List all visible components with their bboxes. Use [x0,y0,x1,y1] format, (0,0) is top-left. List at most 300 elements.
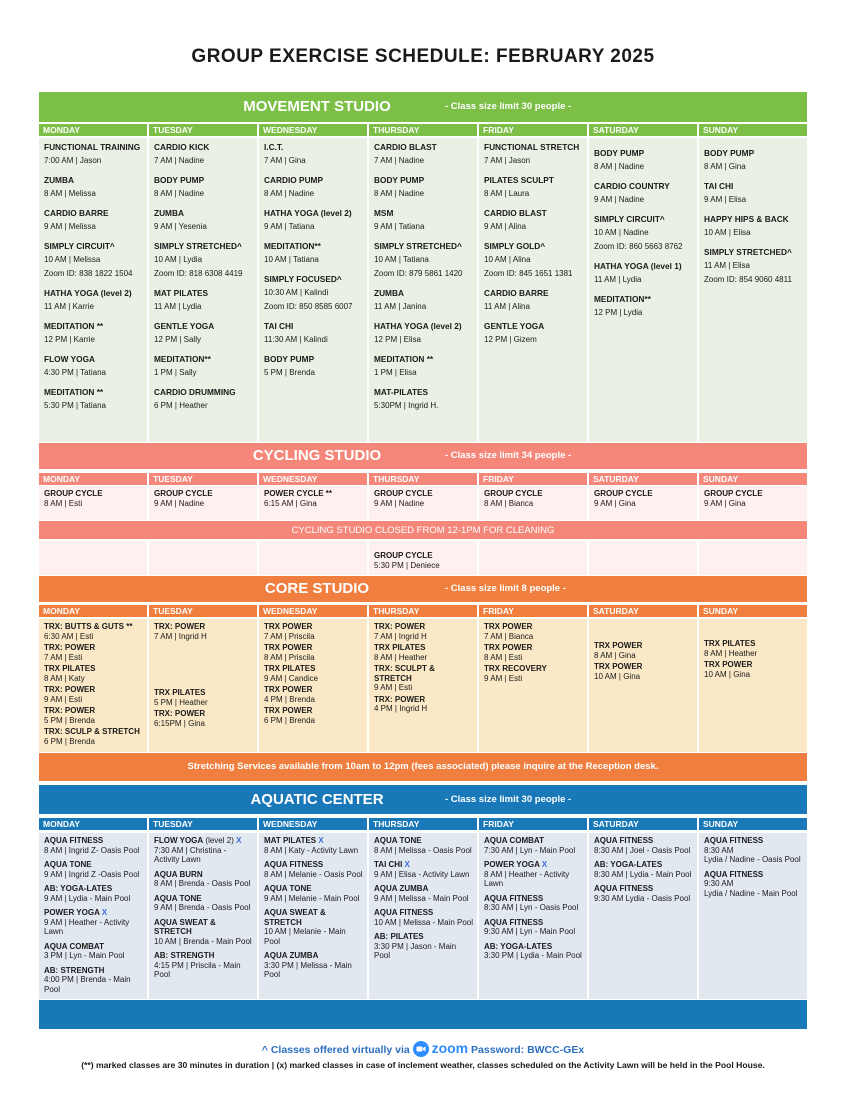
day-header-monday: MONDAY [39,605,147,617]
class-time-instructor: 9 AM | Melissa - Main Pool [374,893,469,903]
class-entry [264,664,363,683]
class-entry [44,664,143,683]
virtual-classes-text: ^ Classes offered virtually via [261,1044,410,1056]
class-time-instructor: 8:30 AM [704,845,734,855]
class-time-instructor: 10 AM | Gina [704,669,751,679]
class-entry [484,918,583,937]
aquatic-center-title: AQUATIC CENTER [250,791,384,808]
class-name: GROUP CYCLE [44,489,103,498]
day-column [369,138,477,442]
class-entry [594,860,693,879]
class-entry [484,240,583,281]
class-time-instructor: 6:15PM | Gina [154,718,205,728]
class-time-instructor: 9 AM | Esti [374,683,413,692]
class-detail: Zoom ID: 850 8585 6007 [264,302,353,311]
class-entry [484,207,583,234]
class-time-instructor: 6 PM | Heather [154,401,208,410]
class-entry [484,860,583,889]
class-name: AQUA TONE [154,893,202,903]
class-name: AQUA FITNESS [44,836,104,845]
class-name: SIMPLY CIRCUIT^ [44,241,115,251]
class-entry [594,180,693,207]
class-time-instructor: 9:30 AM Lydia - Oasis Pool [594,893,691,903]
class-entry [264,320,363,347]
class-time-instructor: 5 PM | Heather [154,697,208,707]
class-name: GENTLE YOGA [484,321,545,331]
class-time-instructor: 10 AM | Nadine [594,228,649,237]
zoom-icon [413,1041,429,1060]
class-entry [484,894,583,913]
cycling-day-row [39,473,807,485]
class-entry [44,685,143,704]
class-entry [594,260,693,287]
day-header-sunday: SUNDAY [699,605,807,617]
class-name: POWER YOGA X [44,908,108,917]
class-time-instructor: 9 AM | Nadine [594,195,645,204]
day-column [589,833,697,999]
day-column [589,138,697,442]
day-header-sunday: SUNDAY [699,124,807,136]
class-name: AQUA ZUMBA [374,884,429,893]
class-time-instructor: 11 AM | Elisa [704,261,750,270]
class-entry [154,287,253,314]
class-time-instructor: 8 AM | Laura [484,189,530,198]
class-time-instructor: 4:00 PM | Brenda - Main Pool [44,975,131,994]
class-time-instructor: 9 AM | Gina [594,498,636,508]
class-time-instructor: 7 AM | Nadine [374,156,425,165]
class-time-instructor: 6 PM | Brenda [264,715,315,725]
class-time-instructor: 7 AM | Nadine [154,156,205,165]
weather-x-marker: X [318,836,324,845]
class-entry [44,860,143,879]
class-name: TRX PILATES [44,664,96,673]
class-entry [154,951,253,980]
day-column [39,486,147,520]
class-entry [484,622,583,641]
class-entry [264,353,363,380]
class-entry [704,246,803,287]
class-entry [44,353,143,380]
class-entry [374,141,473,168]
class-entry [704,180,803,207]
footnote: (**) marked classes are 30 minutes in duration | (x) marked classes in case of inclement weather, classes scheduled on the Activity Lawn will be held in the Pool House. [81,1060,765,1070]
class-name: SIMPLY STRETCHED^ [374,241,462,251]
class-time-instructor: 3:30 PM | Lydia - Main Pool [484,951,582,960]
class-name: CARDIO BARRE [44,208,109,218]
class-entry [704,147,803,174]
class-time-instructor: 10 AM | Tatiana [374,255,429,264]
class-name: AQUA COMBAT [44,941,104,951]
class-entry [484,174,583,201]
day-header-monday: MONDAY [39,124,147,136]
class-name: GROUP CYCLE [704,489,763,498]
class-time-instructor: 9 AM | Melanie - Main Pool [264,893,360,903]
class-name: TRX POWER [594,641,643,650]
zoom-password: Password: BWCC-GEx [471,1044,585,1056]
class-entry [44,942,143,961]
class-name: TRX: POWER [154,622,206,631]
class-time-instructor: 10 AM | Melanie - Main Pool [264,927,346,946]
class-entry [154,688,253,707]
class-time-instructor: 8 AM | Nadine [264,189,315,198]
class-entry [484,664,583,683]
class-name: TRX RECOVERY [484,664,547,673]
class-entry [374,860,473,879]
class-name: AB: STRENGTH [154,951,215,960]
class-time-instructor: 3 PM | Lyn - Main Pool [44,951,125,960]
class-time-instructor: 9 AM | Ingrid Z -Oasis Pool [44,869,140,879]
class-time-instructor: 10 AM | Elisa [704,228,751,237]
class-time-instructor: 12 PM | Lydia [594,308,643,317]
class-entry [374,622,473,641]
core-studio-title: CORE STUDIO [264,580,370,597]
class-name: TRX POWER [594,662,643,671]
class-time-instructor: 9:30 AM | Lyn - Main Pool [484,927,576,936]
class-entry [374,695,473,714]
class-name: TRX: POWER [374,694,426,704]
day-column [369,541,477,575]
movement-day-row [39,124,807,136]
class-time-instructor: 7 AM | Esti [44,652,83,662]
day-header-thursday: THURSDAY [369,124,477,136]
class-time-instructor: 8 AM | Gina [594,650,636,660]
class-time-instructor: 3:30 PM | Melissa - Main Pool [264,960,352,979]
day-header-wednesday: WEDNESDAY [259,818,367,830]
class-time-instructor: 7 AM | Jason [484,156,531,165]
class-entry [704,213,803,240]
class-entry [154,709,253,728]
class-time-instructor: 9 AM | Elisa [704,195,747,204]
day-header-monday: MONDAY [39,818,147,830]
class-name: GROUP CYCLE [484,489,543,498]
class-name: POWER YOGA X [484,860,548,869]
class-entry [374,489,473,508]
class-time-instructor: 9 AM | Brenda - Oasis Pool [154,903,251,912]
aquatic-footer-bar [39,1000,807,1029]
class-entry [264,951,363,980]
class-time-instructor: 7 AM | Bianca [484,631,534,641]
class-name: AB: YOGA-LATES [484,941,553,951]
day-column [369,486,477,520]
class-time-instructor: 8 AM | Heather - Activity Lawn [484,869,570,888]
class-entry [154,141,253,168]
class-time-instructor: 11 AM | Alina [484,302,530,311]
class-time-instructor: 8:30 AM | Joel - Oasis Pool [594,845,691,855]
day-column [149,486,257,520]
class-entry [154,240,253,281]
class-entry [374,174,473,201]
class-entry [44,727,143,746]
class-time-instructor: 10 AM | Alina [484,255,531,264]
class-name: HATHA YOGA (level 2) [264,208,352,218]
class-entry [44,908,143,937]
class-name: ZUMBA [374,288,404,298]
class-time-instructor: 8 AM | Melissa - Oasis Pool [374,845,472,855]
day-header-wednesday: WEDNESDAY [259,605,367,617]
class-name: CARDIO COUNTRY [594,181,670,191]
class-entry [594,147,693,174]
class-entry [264,643,363,662]
class-entry [264,706,363,725]
class-time-instructor: 8 AM | Nadine [154,189,205,198]
class-time-instructor: 5:30 PM | Tatiana [44,401,106,410]
class-time-instructor: 7 AM | Priscila [264,631,315,641]
class-time-instructor: 9 AM | Gina [704,498,746,508]
class-time-instructor: 8 AM | Nadine [374,189,425,198]
class-time-instructor: 8 AM | Katy - Activity Lawn [264,845,359,855]
class-name: TRX: SCULP & STRETCH [44,727,140,736]
class-name: TRX: POWER [44,706,96,715]
class-name: TRX POWER [484,622,533,631]
class-name: CARDIO KICK [154,142,210,152]
day-column [699,138,807,442]
class-name: GROUP CYCLE [594,489,653,498]
cycling-evening [39,541,807,575]
class-time-instructor: 8 AM | Heather [704,648,758,658]
cycling-schedule [39,486,807,520]
day-column [479,486,587,520]
day-column [479,833,587,999]
day-column [39,619,147,752]
class-name: MAT PILATES [154,288,209,298]
day-header-wednesday: WEDNESDAY [259,473,367,485]
class-entry [44,706,143,725]
class-name: AQUA TONE [44,860,92,869]
class-time-instructor: 8 AM | Priscila [264,652,315,662]
class-name: AQUA FITNESS [374,908,434,917]
class-time-instructor: 9 AM | Alina [484,222,527,231]
class-entry [44,240,143,281]
class-time-instructor: 5 PM | Brenda [44,715,95,725]
class-entry [374,664,473,693]
day-column [479,619,587,752]
day-column [589,619,697,752]
day-column [259,833,367,999]
class-name: AQUA SWEAT & STRETCH [264,908,326,927]
class-entry [484,287,583,314]
day-column [479,541,587,575]
class-time-instructor: 8 AM | Heather [374,652,428,662]
aquatic-schedule [39,833,807,999]
class-time-instructor: 7 AM | Ingrid H [374,631,427,641]
core-studio-limit: - Class size limit 8 people - [445,583,566,594]
class-time-instructor: 8 AM | Gina [704,162,746,171]
class-time-instructor: 9 AM | Esti [44,694,83,704]
class-name: MEDITATION** [154,354,211,364]
day-column [149,833,257,999]
class-name: MEDITATION ** [44,321,104,331]
class-name: I.C.T. [264,142,284,152]
class-time-instructor: 8 AM | Bianca [484,498,534,508]
class-time-instructor: 9 AM | Lydia - Main Pool [44,893,131,903]
class-time-instructor: 8 AM | Melissa [44,189,96,198]
class-name: MSM [374,208,394,218]
day-column [39,138,147,442]
day-header-tuesday: TUESDAY [149,818,257,830]
class-entry [704,660,803,679]
class-name: ZUMBA [44,175,74,185]
day-column [699,486,807,520]
class-entry [264,622,363,641]
class-name: AB: YOGA-LATES [44,884,113,893]
class-name: TRX PILATES [264,664,316,673]
class-time-instructor: 9 AM | Yesenia [154,222,207,231]
class-entry [44,884,143,903]
class-name: TAI CHI [264,321,294,331]
day-column [369,833,477,999]
class-entry [154,386,253,413]
class-entry [44,966,143,995]
class-name: AQUA FITNESS [704,836,764,845]
class-name: SIMPLY STRETCHED^ [704,247,792,257]
class-time-instructor: 9 AM | Tatiana [374,222,425,231]
class-name: HAPPY HIPS & BACK [704,214,789,224]
class-name: BODY PUMP [154,175,205,185]
cycling-studio-header [39,443,807,469]
class-entry [594,662,693,681]
day-header-sunday: SUNDAY [699,473,807,485]
day-column [149,541,257,575]
class-time-instructor: 9 AM | Nadine [154,498,205,508]
class-entry [484,141,583,168]
class-entry [44,174,143,201]
zoom-wordmark: zoom [431,1040,469,1056]
class-entry [264,273,363,314]
class-entry [44,836,143,855]
class-name: HATHA YOGA (level 2) [374,321,462,331]
class-time-instructor: 10 AM | Tatiana [264,255,319,264]
class-time-instructor: 11 AM | Karrie [44,302,94,311]
class-name: FLOW YOGA [44,354,96,364]
class-entry [484,643,583,662]
class-name: AQUA TONE [264,884,312,893]
class-name: AQUA FITNESS [594,884,654,893]
class-time-instructor: 6:15 AM | Gina [264,498,317,508]
class-time-instructor: 4:30 PM | Tatiana [44,368,106,377]
class-entry [374,643,473,662]
class-entry [44,320,143,347]
day-column [39,833,147,999]
class-time-instructor: 9 AM | Tatiana [264,222,315,231]
day-header-friday: FRIDAY [479,818,587,830]
class-time-instructor: 11 AM | Lydia [154,302,202,311]
cycling-closed-text: CYCLING STUDIO CLOSED FROM 12-1PM FOR CLEANING [291,525,555,536]
class-time-instructor: 5 PM | Brenda [264,368,315,377]
class-detail: Zoom ID: 879 5861 1420 [374,269,463,278]
class-entry [484,942,583,961]
class-time-instructor: 6:30 AM | Esti [44,631,94,641]
class-entry [484,836,583,855]
class-entry [154,174,253,201]
class-name: ZUMBA [154,208,184,218]
class-name: TRX: POWER [154,709,206,718]
day-column [259,541,367,575]
class-entry [374,884,473,903]
class-name: FUNCTIONAL STRETCH [484,142,580,152]
class-name: TRX: POWER [374,622,426,631]
class-time-instructor: 8 AM | Esti [44,498,83,508]
class-entry [154,622,253,641]
day-header-friday: FRIDAY [479,473,587,485]
class-detail: Lydia / Nadine - Oasis Pool [704,855,801,864]
day-column [369,619,477,752]
day-column [149,619,257,752]
day-header-sunday: SUNDAY [699,818,807,830]
class-name: GROUP CYCLE [374,551,433,560]
class-name: TRX: POWER [44,685,96,694]
movement-studio-title: MOVEMENT STUDIO [243,98,391,115]
class-name: TAI CHI [704,181,734,191]
class-name: GROUP CYCLE [154,489,213,498]
class-time-instructor: 8 AM | Katy [44,673,85,683]
cycling-studio-limit: - Class size limit 34 people - [445,450,572,461]
class-name: HATHA YOGA (level 1) [594,261,682,271]
class-name: AQUA FITNESS [484,917,544,927]
class-name: GROUP CYCLE [374,489,433,498]
class-entry [154,320,253,347]
virtual-classes-note [0,1040,846,1060]
class-name: AB: STRENGTH [44,965,105,975]
day-column [149,138,257,442]
class-detail: Zoom ID: 860 5663 8762 [594,242,683,251]
day-column [479,138,587,442]
class-time-instructor: 1 PM | Elisa [374,368,417,377]
class-name: PILATES SCULPT [484,175,554,185]
class-time-instructor: 12 PM | Gizem [484,335,537,344]
class-entry [44,287,143,314]
class-entry [594,884,693,903]
class-name: AQUA FITNESS [704,869,764,879]
day-column [589,541,697,575]
class-entry [374,551,473,570]
class-time-instructor: 10 AM | Brenda - Main Pool [154,936,252,946]
movement-studio-header [39,92,807,122]
class-name: TRX: POWER [44,643,96,652]
movement-schedule [39,138,807,442]
class-name: TRX PILATES [374,643,426,652]
class-name: SIMPLY STRETCHED^ [154,241,242,251]
day-header-tuesday: TUESDAY [149,605,257,617]
class-detail: Zoom ID: 838 1822 1504 [44,269,133,278]
class-name: AQUA FITNESS [594,836,654,845]
class-entry [594,213,693,254]
core-studio-header [39,576,807,602]
class-time-instructor: 6 PM | Brenda [44,736,95,746]
class-entry [44,643,143,662]
day-header-wednesday: WEDNESDAY [259,124,367,136]
class-name: BODY PUMP [374,175,425,185]
day-header-thursday: THURSDAY [369,605,477,617]
class-entry [374,320,473,347]
class-entry [704,870,803,899]
class-entry [264,860,363,879]
class-name: SIMPLY FOCUSED^ [264,274,342,284]
class-entry [264,174,363,201]
class-name: TRX POWER [264,706,313,715]
class-name: GENTLE YOGA [154,321,215,331]
class-entry [594,489,693,508]
class-name: TRX POWER [264,685,313,694]
aquatic-day-row [39,818,807,830]
class-time-instructor: 7 AM | Gina [264,156,306,165]
class-entry [374,386,473,413]
class-entry [154,489,253,508]
class-time-instructor: 3:30 PM | Jason - Main Pool [374,941,457,960]
class-name: AQUA TONE [374,836,422,845]
class-entry [44,207,143,234]
class-name: CARDIO BARRE [484,288,549,298]
day-header-saturday: SATURDAY [589,473,697,485]
